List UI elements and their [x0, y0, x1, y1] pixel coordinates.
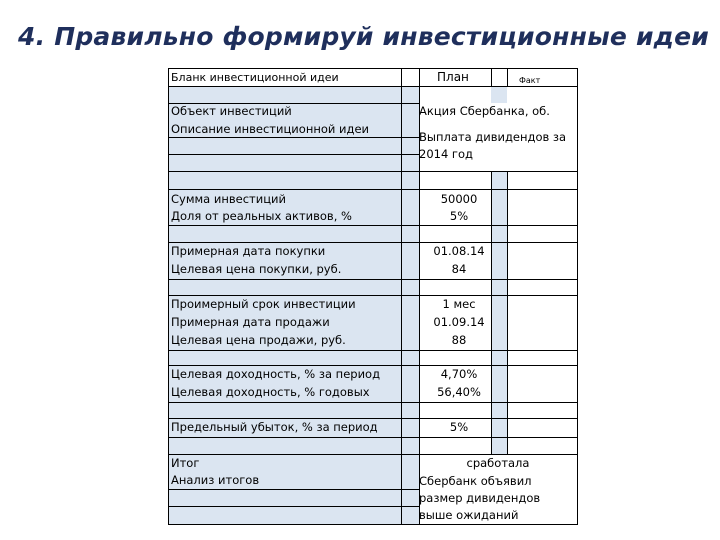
fact-header: Факт [519, 76, 541, 85]
label-buy-date: Примерная дата покупки [171, 244, 326, 258]
label-share: Доля от реальных активов, % [171, 209, 352, 223]
plan-share: 5% [449, 209, 469, 223]
plan-sell-price: 88 [451, 333, 467, 347]
label-sum: Сумма инвестиций [171, 192, 287, 206]
label-max-loss: Предельный убыток, % за период [171, 420, 378, 434]
plan-description: Выплата дивидендов за 2014 год [419, 130, 567, 161]
label-yield-period: Целевая доходность, % за период [171, 367, 381, 381]
label-buy-price: Целевая цена покупки, руб. [171, 262, 342, 276]
label-description: Описание инвестиционной идеи [171, 122, 369, 136]
label-sell-price: Целевая цена продажи, руб. [171, 333, 346, 347]
plan-object: Акция Сбербанка, об. [419, 104, 550, 118]
plan-buy-date: 01.08.14 [433, 244, 485, 258]
plan-buy-price: 84 [451, 262, 467, 276]
investment-idea-form [168, 68, 578, 525]
spacer-column-bg [401, 86, 419, 524]
plan-max-loss: 5% [449, 420, 469, 434]
label-result: Итог [171, 456, 200, 470]
label-sell-date: Примерная дата продажи [171, 315, 330, 329]
plan-term: 1 мес [442, 297, 476, 311]
slide-title: 4. Правильно формируй инвестиционные идеи [18, 22, 709, 51]
label-analysis: Анализ итогов [171, 473, 260, 487]
label-object: Объект инвестиций [171, 104, 292, 118]
plan-analysis: Сбербанк объявил размер дивидендов выше ожиданий [419, 474, 541, 522]
plan-sum: 50000 [440, 192, 478, 206]
plan-header: План [437, 70, 469, 84]
plan-sell-date: 01.09.14 [433, 315, 485, 329]
plan-yield-period: 4,70% [440, 367, 478, 381]
form-name-header: Бланк инвестиционной идеи [171, 71, 339, 84]
plan-result: сработала [466, 456, 530, 470]
label-yield-annual: Целевая доходность, % годовых [171, 385, 370, 399]
plan-yield-annual: 56,40% [437, 385, 481, 399]
label-term: Проимерный срок инвестиции [171, 297, 356, 311]
